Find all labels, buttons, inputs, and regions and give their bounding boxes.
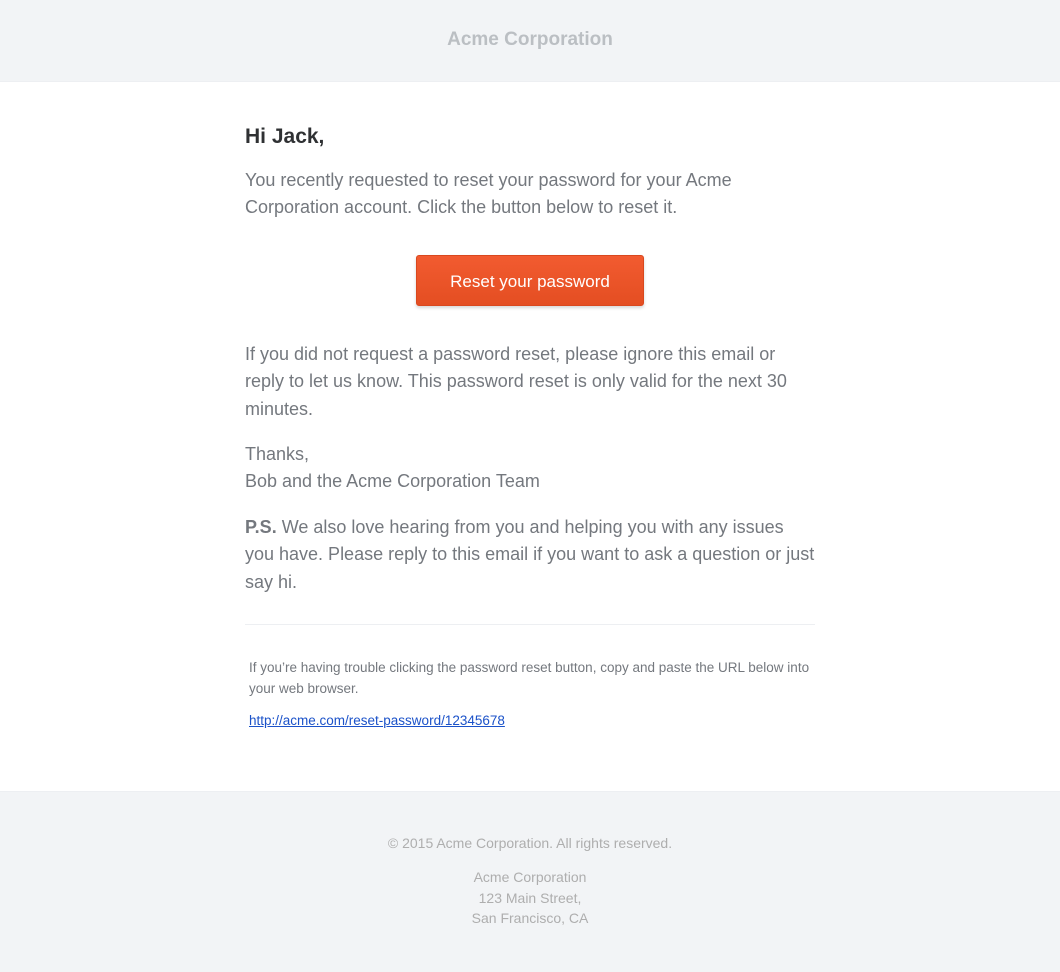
ps-paragraph [245, 514, 815, 596]
greeting-heading: Hi Jack, [245, 125, 325, 148]
ps-text: We also love hearing from you and helping you with any issues you have. Please reply to this email if you want to ask a question or just say hi. [245, 517, 815, 592]
brand-name[interactable]: Acme Corporation [447, 29, 613, 50]
email-body [0, 82, 1060, 791]
intro-paragraph: You recently requested to reset your password for your Acme Corporation account. Click the button below to reset it. [245, 170, 732, 218]
content-divider [245, 624, 815, 625]
email-footer [0, 791, 1060, 972]
signoff-team: Bob and the Acme Corporation Team [245, 471, 540, 492]
button-container [245, 255, 815, 306]
ignore-note-paragraph: If you did not request a password reset, please ignore this email or reply to let us know. This password reset is only valid for the next 30 minutes. [245, 344, 787, 419]
reset-password-button[interactable]: Reset your password [416, 255, 644, 306]
address-street: 123 Main Street, [478, 889, 582, 906]
email-header [0, 0, 1060, 82]
copyright-text: © 2015 Acme Corporation. All rights reserved. [387, 835, 673, 851]
subcopy-text: If you’re having trouble clicking the password reset button, copy and paste the URL below into your web browser. [249, 660, 810, 696]
reset-url-link[interactable]: http://acme.com/reset-password/12345678 [249, 713, 505, 728]
signoff-paragraph [245, 441, 815, 496]
address-city: San Francisco, CA [471, 910, 589, 926]
signoff-thanks: Thanks, [245, 444, 310, 464]
company-address [0, 867, 1060, 929]
address-company: Acme Corporation [473, 869, 587, 885]
ps-label: P.S. [245, 517, 277, 537]
